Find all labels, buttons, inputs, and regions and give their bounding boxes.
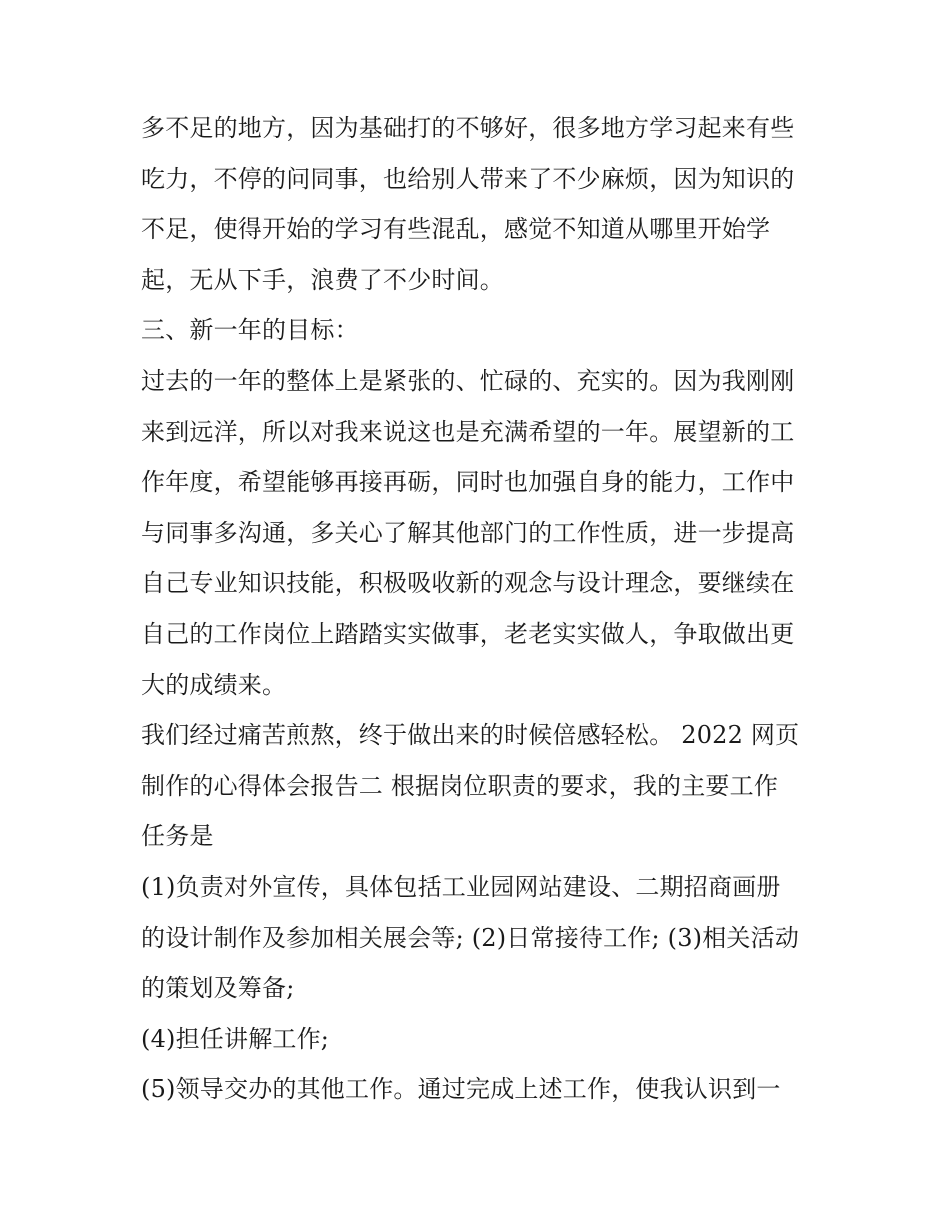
text-line: 过去的一年的整体上是紧张的、忙碌的、充实的。因为我刚刚 (141, 366, 795, 395)
text-line: 起，无从下手，浪费了不少时间。 (141, 265, 504, 294)
text-line: 与同事多沟通，多关心了解其他部门的工作性质，进一步提高 (141, 518, 795, 547)
heading-line: 三、新一年的目标： (141, 316, 359, 345)
document-body (141, 103, 816, 1115)
section-heading-new-year-goals (141, 305, 816, 356)
text-line: 不足，使得开始的学习有些混乱，感觉不知道从哪里开始学 (141, 215, 771, 244)
paragraph-previous-difficulties (141, 103, 816, 305)
text-line: 吃力，不停的问同事，也给别人带来了不少麻烦，因为知识的 (141, 164, 795, 193)
text-line: 多不足的地方，因为基础打的不够好，很多地方学习起来有些 (141, 114, 795, 142)
list-item-duties-1-3 (141, 862, 816, 1014)
list-item-duty-4 (141, 1014, 816, 1065)
text-line: (4)担任讲解工作; (141, 1024, 330, 1053)
paragraph-report-two-intro (141, 710, 816, 862)
text-line: 作年度，希望能够再接再砺，同时也加强自身的能力，工作中 (141, 468, 795, 497)
text-line: 的设计制作及参加相关展会等; (2)日常接待工作; (3)相关活动 (141, 923, 800, 952)
paragraph-new-year-goals (141, 356, 816, 710)
text-line: 任务是 (141, 822, 214, 851)
text-line: 来到远洋，所以对我来说这也是充满希望的一年。展望新的工 (141, 417, 795, 446)
text-line: 制作的心得体会报告二 根据岗位职责的要求，我的主要工作 (141, 771, 779, 800)
text-line: (1)负责对外宣传，具体包括工业园网站建设、二期招商画册 (141, 872, 781, 901)
text-line: 的策划及筹备; (141, 974, 295, 1003)
text-line: 我们经过痛苦煎熬，终于做出来的时候倍感轻松。 2022 网页 (141, 721, 800, 750)
list-item-duty-5 (141, 1064, 816, 1115)
text-line: 大的成绩来。 (141, 670, 287, 699)
text-line: (5)领导交办的其他工作。通过完成上述工作，使我认识到一 (141, 1075, 781, 1104)
text-line: 自己专业知识技能，积极吸收新的观念与设计理念，要继续在 (141, 569, 795, 598)
text-line: 自己的工作岗位上踏踏实实做事，老老实实做人，争取做出更 (141, 619, 795, 648)
